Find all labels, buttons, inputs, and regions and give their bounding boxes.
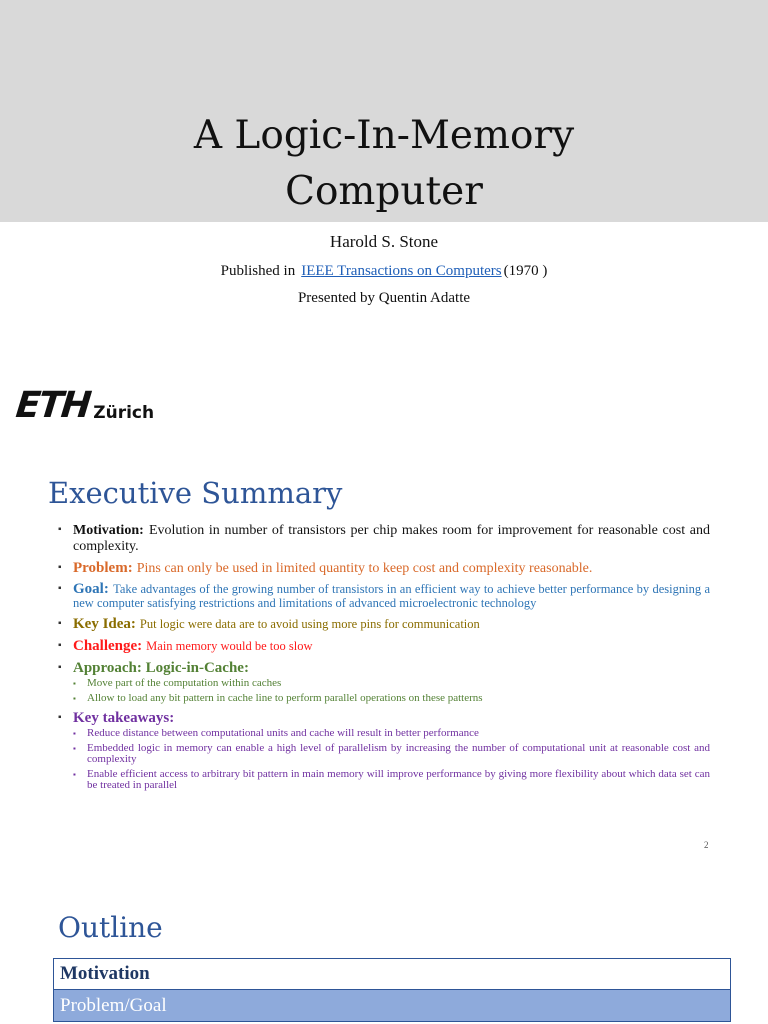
takeaways-subitem: ▪ Embedded logic in memory can enable a high level of parallelism by increasing the number of computational unit at reasonable cost and complexity [73,743,710,766]
approach-label: Approach: Logic-in-Cache: [73,660,249,676]
takeaways-label: Key takeaways: [73,710,175,726]
problem-text: Pins can only be used in limited quantity to keep cost and complexity reasonable. [136,561,593,576]
presenter-line: Presented by Quentin Adatte [297,290,471,306]
outline-row-motivation[interactable]: Motivation [53,958,731,990]
journal-link[interactable]: IEEE Transactions on Computers [301,263,502,279]
motivation-item [58,522,710,554]
eth-logo-mark: ETH [13,385,92,426]
eth-logo-zurich: Zürich [93,403,155,423]
slide-title-line1: A Logic-In-Memory [193,113,575,158]
keyidea-item [58,616,710,632]
takeaways-item [58,710,710,792]
approach-item [58,660,710,704]
published-prefix: Published in [220,263,296,279]
takeaways-subitem: ▪ Reduce distance between computational units and cache will result in better performance [73,728,710,740]
goal-item [58,582,710,610]
publication-line [0,263,768,280]
keyidea-text: Put logic were data are to avoid using more pins for communication [139,617,480,631]
executive-summary-list [58,522,710,798]
takeaways-sublist [73,728,710,792]
takeaways-subitem: ▪ Enable efficient access to arbitrary bit pattern in main memory will improve performance by giving more flexibility about which data set can be treated in parallel [73,769,710,792]
outline-title: Outline [58,911,163,944]
executive-summary-title: Executive Summary [48,476,343,510]
outline-row-problem-goal[interactable]: Problem/Goal [53,990,731,1022]
slide-title-line2: Computer [285,169,483,214]
problem-item [58,560,710,576]
slide-title [0,108,768,220]
problem-label: Problem: [73,560,133,576]
goal-text: Take advantages of the growing number of transistors in an efficient way to achieve better performance by designing a new computer satisfying restrictions and limitations of advanced microelectronic technology [73,582,710,610]
challenge-text: Main memory would be too slow [146,639,313,653]
approach-sublist [73,678,710,704]
goal-label: Goal: [73,581,109,597]
eth-zurich-logo [13,384,155,426]
approach-subitem: ▪ Move part of the computation within caches [73,678,710,690]
page-number: 2 [704,840,709,850]
published-year: (1970 ) [503,263,548,279]
outline-table [53,958,731,1022]
challenge-label: Challenge: [73,638,143,654]
challenge-item [58,638,710,654]
motivation-text: Evolution in number of transistors per chip makes room for improvement for reasonable cost and complexity. [73,523,711,554]
motivation-label: Motivation: [73,523,144,538]
author-name: Harold S. Stone [329,232,439,251]
approach-subitem: ▪ Allow to load any bit pattern in cache line to perform parallel operations on these patterns [73,693,710,705]
keyidea-label: Key Idea: [73,616,136,632]
